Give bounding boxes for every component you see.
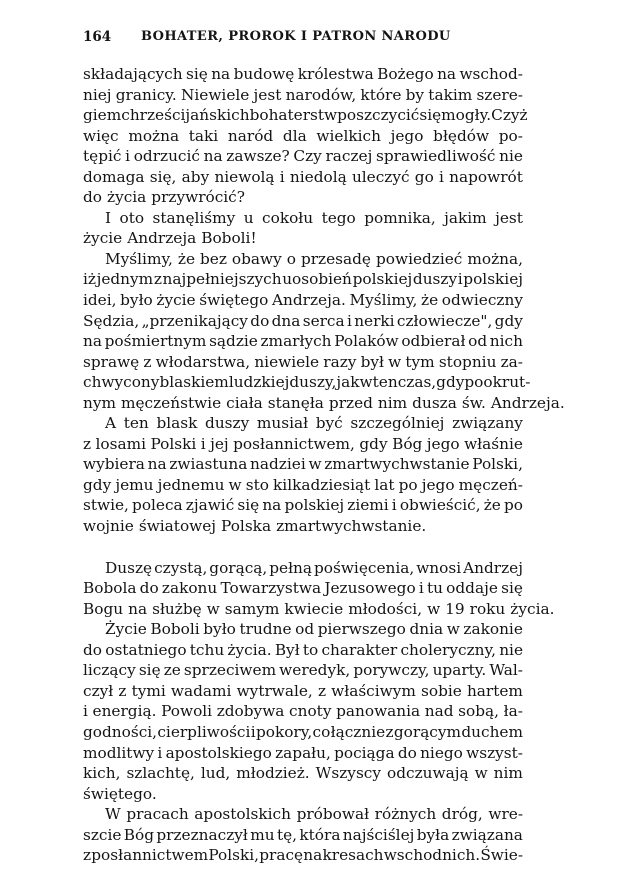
text-line: domaga się, aby niewolą i niedolą uleczyć go i napowrót xyxy=(83,167,523,186)
text-line: życie Andrzeja Boboli! xyxy=(83,229,257,248)
text-line: czył z tymi wadami wytrwale, z właściwym sobie hartem xyxy=(83,681,523,700)
text-line: Bobola do zakonu Towarzystwa Jezusowego i tu oddaje się xyxy=(83,579,523,598)
text-line: więc można taki naród dla wielkich jego błędów po- xyxy=(83,126,523,145)
text-line: gdy jemu jednemu w sto kilkadziesiąt lat po jego męczeń- xyxy=(83,475,523,494)
text-line: wybiera na zwiastuna nadziei w zmartwychwstanie Polski, xyxy=(83,455,523,474)
text-line: niej granicy. Niewiele jest narodów, które by takim szere- xyxy=(83,85,523,104)
text-line: liczący się ze sprzeciwem weredyk, porywczy, uparty. Wal- xyxy=(83,661,523,680)
text-line: tępić i odrzucić na zawsze? Czy raczej sprawiedliwość nie xyxy=(83,147,523,166)
body-text xyxy=(83,64,565,866)
text-line: godności, cierpliwości i pokory, co łącznie z gorącym duchem xyxy=(83,722,523,741)
text-line: i energią. Powoli zdobywa cnoty panowania nad sobą, ła- xyxy=(83,702,523,721)
text-line: Bogu na służbę w samym kwiecie młodości, w 19 roku życia. xyxy=(83,599,555,618)
text-line: stwie, poleca zjawić się na polskiej ziemi i obwieścić, że po xyxy=(83,496,523,515)
text-line: z posłannictwem Polski, pracę na kresach wschodnich. Świe- xyxy=(83,846,523,865)
text-line: Duszę czystą, gorącą, pełną poświęcenia, wnosi Andrzej xyxy=(105,558,523,577)
text-line: iż jednym z najpełniejszych uosobień polskiej duszy i polskiej xyxy=(83,270,523,289)
page-number: 164 xyxy=(83,29,112,45)
text-line: kich, szlachtę, lud, młodzież. Wszyscy odczuwają w nim xyxy=(83,764,523,783)
text-line: świętego. xyxy=(83,784,157,803)
text-line: Życie Boboli było trudne od pierwszego dnia w zakonie xyxy=(105,620,523,639)
text-line: na pośmiertnym sądzie zmarłych Polaków odbierał od nich xyxy=(83,332,523,351)
text-line: sprawę z włodarstwa, niewiele razy był w tym stopniu za- xyxy=(83,352,523,371)
text-line: W pracach apostolskich próbował różnych dróg, wre- xyxy=(105,805,523,824)
text-line: nym męczeństwie ciała stanęła przed nim dusza św. Andrzeja. xyxy=(83,393,565,412)
text-line: szcie Bóg przeznaczył mu tę, która najściślej była związana xyxy=(83,825,523,844)
text-line: giem chrześcijańskich bohaterstw poszczycić się mogły. Czyż xyxy=(83,106,528,125)
text-line: chwycony blaskiem ludzkiej duszy, jak wtenczas, gdy po okrut- xyxy=(83,373,531,392)
text-line: I oto stanęliśmy u cokołu tego pomnika, jakim jest xyxy=(105,208,523,227)
text-line: Myślimy, że bez obawy o przesadę powiedzieć można, xyxy=(105,249,523,268)
text-line: idei, było życie świętego Andrzeja. Myślimy, że odwieczny xyxy=(83,291,523,310)
text-section-2 xyxy=(83,558,555,866)
text-line: Sędzia, „przenikający do dna serca i nerki człowiecze", gdy xyxy=(83,311,523,330)
text-line: modlitwy i apostolskiego zapału, pociąga do niego wszyst- xyxy=(83,743,523,762)
section-break xyxy=(83,537,523,558)
text-line: składających się na budowę królestwa Bożego na wschod- xyxy=(83,65,523,83)
running-title: BOHATER, PROROK I PATRON NARODU xyxy=(141,29,451,44)
text-line: z losami Polski i jej posłannictwem, gdy Bóg jego właśnie xyxy=(83,434,523,453)
text-section-1 xyxy=(83,64,565,537)
running-header xyxy=(0,29,629,49)
text-line: A ten blask duszy musiał być szczególniej związany xyxy=(105,414,523,433)
text-line: do ostatniego tchu życia. Był to charakter choleryczny, nie xyxy=(83,640,523,659)
text-line: wojnie światowej Polska zmartwychwstanie. xyxy=(83,517,427,536)
text-line: do życia przywrócić? xyxy=(83,188,245,207)
